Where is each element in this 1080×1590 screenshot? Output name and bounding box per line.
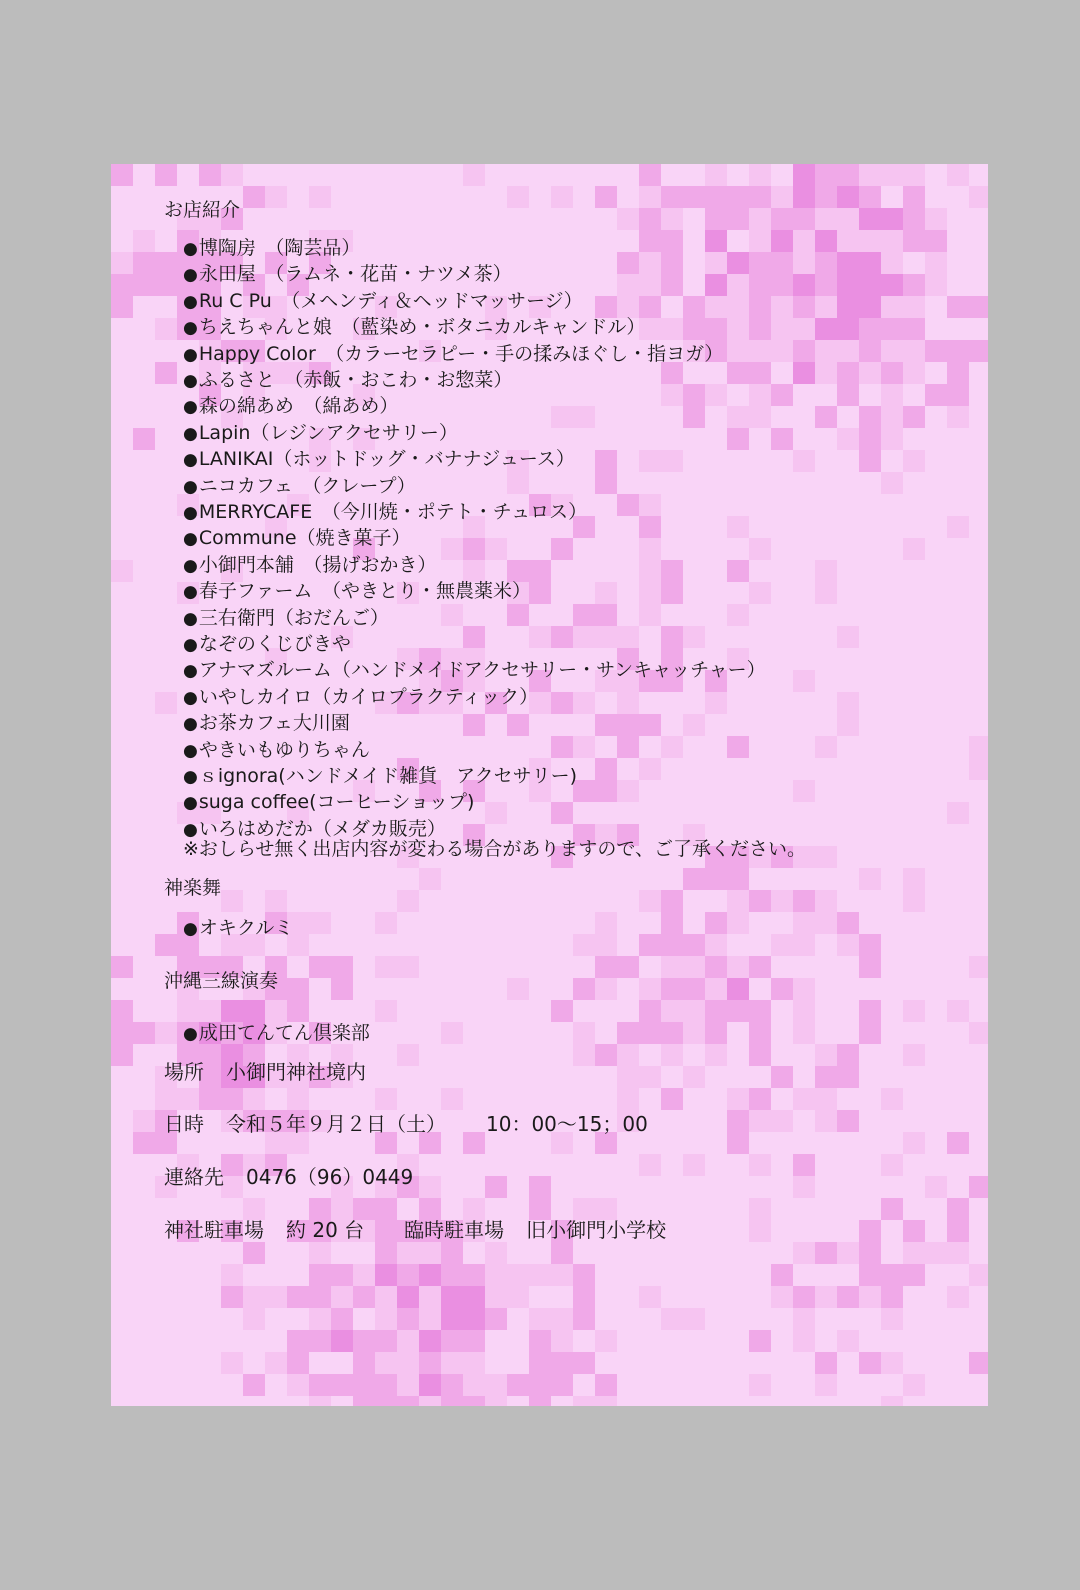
bullet-icon: ● bbox=[183, 1024, 198, 1044]
shop-list-item bbox=[183, 368, 512, 393]
shop-list-item bbox=[183, 526, 411, 551]
bullet-icon: ● bbox=[183, 919, 198, 939]
flyer-content bbox=[111, 164, 988, 1406]
shop-name: MERRYCAFE （今川焼・ポテト・チュロス） bbox=[198, 501, 588, 523]
bullet-icon: ● bbox=[183, 450, 198, 471]
shop-list-item bbox=[183, 738, 370, 763]
shop-list-item bbox=[183, 315, 645, 340]
bullet-icon: ● bbox=[183, 661, 198, 682]
shop-name: 三右衛門（おだんご） bbox=[198, 606, 389, 629]
time-value: 10：00～15；00 bbox=[486, 1112, 648, 1136]
shop-name: いろはめだか（メダカ販売） bbox=[198, 817, 446, 840]
shop-name: LANIKAI（ホットドッグ・バナナジュース） bbox=[198, 448, 575, 471]
parking-value: 約 20 台 bbox=[286, 1218, 365, 1242]
shop-list-item bbox=[183, 632, 351, 657]
bullet-icon: ● bbox=[183, 793, 198, 814]
shop-name: 春子ファーム （やきとり・無農薬米） bbox=[198, 580, 531, 603]
bullet-icon: ● bbox=[183, 344, 198, 365]
shop-name: 森の綿あめ （綿あめ） bbox=[198, 395, 399, 418]
shop-name: suga coffee(コーヒーショップ) bbox=[198, 791, 475, 814]
shop-list-item bbox=[183, 474, 416, 499]
shop-name: ふるさと （赤飯・おこわ・お惣菜） bbox=[198, 369, 513, 391]
shop-name: Commune（焼き菓子） bbox=[198, 527, 411, 550]
shop-list-item bbox=[183, 711, 350, 736]
okinawa-item: ●成田てんてん倶楽部 bbox=[183, 1022, 370, 1044]
bullet-icon: ● bbox=[183, 608, 198, 629]
shop-name: なぞのくじびきや bbox=[198, 633, 351, 655]
shop-list-item bbox=[183, 553, 436, 578]
shop-name: いやしカイロ（カイロプラクティック） bbox=[198, 685, 539, 708]
temp-parking-label: 臨時駐車場 bbox=[404, 1218, 505, 1242]
bullet-icon: ● bbox=[183, 819, 198, 840]
shop-name: 博陶房 （陶芸品） bbox=[198, 237, 361, 259]
shop-list-item bbox=[183, 342, 723, 367]
bullet-icon: ● bbox=[183, 423, 198, 444]
shop-list-item bbox=[183, 289, 583, 314]
shop-list-item bbox=[183, 262, 512, 287]
date-row bbox=[164, 1111, 648, 1137]
shop-list-item bbox=[183, 790, 474, 815]
shop-name: ちえちゃんと娘 （藍染め・ボタニカルキャンドル） bbox=[198, 316, 646, 339]
bullet-icon: ● bbox=[183, 582, 198, 603]
shop-list-item bbox=[183, 500, 587, 525]
place-row bbox=[164, 1059, 366, 1085]
parking-label: 神社駐車場 bbox=[164, 1218, 264, 1242]
bullet-icon: ● bbox=[183, 265, 198, 286]
contact-row bbox=[164, 1164, 413, 1190]
shop-name: Ru C Pu （メヘンディ＆ヘッドマッサージ） bbox=[198, 289, 583, 312]
shop-name: ニコカフェ （クレープ） bbox=[198, 474, 416, 497]
shops-heading: お店紹介 bbox=[164, 199, 241, 221]
shop-name: お茶カフェ大川園 bbox=[198, 712, 350, 735]
shop-name: 永田屋 （ラムネ・花苗・ナツメ茶） bbox=[198, 263, 512, 286]
shop-list-item bbox=[183, 658, 766, 683]
date-value: 令和５年９月２日（土） bbox=[226, 1112, 446, 1136]
bullet-icon: ● bbox=[183, 371, 198, 391]
bullet-icon: ● bbox=[183, 714, 198, 735]
shop-list-item bbox=[183, 606, 389, 631]
shop-list-item bbox=[183, 236, 360, 261]
parking-row bbox=[164, 1217, 666, 1243]
shop-name: アナマズルーム（ハンドメイドアクセサリー・サンキャッチャー） bbox=[198, 659, 766, 682]
notice-text: ※おしらせ無く出店内容が変わる場合がありますので、ご了承ください。 bbox=[183, 838, 806, 860]
contact-label: 連絡先 bbox=[164, 1165, 224, 1189]
shop-name: 小御門本舗 （揚げおかき） bbox=[198, 553, 437, 576]
shop-name: ｓignora(ハンドメイド雑貨 アクセサリー) bbox=[198, 765, 577, 787]
bullet-icon: ● bbox=[183, 239, 198, 259]
kagura-heading: 神楽舞 bbox=[164, 877, 222, 899]
shop-list-item bbox=[183, 685, 538, 710]
kagura-item: ●オキクルミ bbox=[183, 917, 294, 939]
bullet-icon: ● bbox=[183, 529, 198, 550]
bullet-icon: ● bbox=[183, 318, 198, 339]
shop-list-item bbox=[183, 394, 398, 419]
shop-list-item bbox=[183, 579, 531, 604]
flyer-sheet bbox=[111, 164, 988, 1406]
contact-value: 0476（96）0449 bbox=[246, 1165, 414, 1189]
shop-name: やきいもゆりちゃん bbox=[198, 738, 370, 761]
bullet-icon: ● bbox=[183, 740, 198, 761]
okinawa-heading: 沖縄三線演奏 bbox=[164, 970, 279, 992]
bullet-icon: ● bbox=[183, 687, 198, 708]
shop-list-item bbox=[183, 447, 575, 472]
bullet-icon: ● bbox=[183, 476, 198, 497]
bullet-icon: ● bbox=[183, 397, 198, 418]
place-label: 場所 bbox=[164, 1060, 204, 1084]
shop-name: Lapin（レジンアクセサリー） bbox=[198, 421, 458, 444]
shop-list-item bbox=[183, 421, 458, 446]
shop-name: Happy Color （カラーセラピー・手の揉みほぐし・指ヨガ） bbox=[198, 342, 724, 365]
temp-parking-value: 旧小御門小学校 bbox=[526, 1218, 667, 1242]
place-value: 小御門神社境内 bbox=[226, 1060, 366, 1084]
bullet-icon: ● bbox=[183, 555, 198, 576]
bullet-icon: ● bbox=[183, 767, 198, 787]
date-label: 日時 bbox=[164, 1112, 204, 1136]
bullet-icon: ● bbox=[183, 635, 198, 655]
bullet-icon: ● bbox=[183, 291, 198, 312]
shop-list-item bbox=[183, 764, 577, 789]
bullet-icon: ● bbox=[183, 503, 198, 523]
